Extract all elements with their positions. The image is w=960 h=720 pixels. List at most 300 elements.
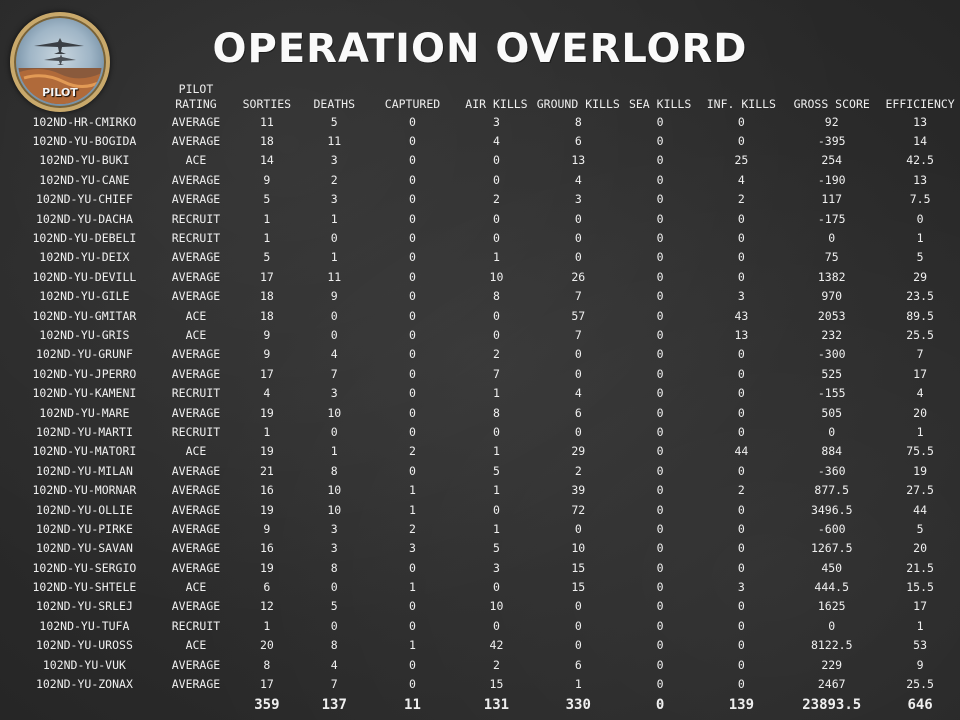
table-row <box>10 442 960 461</box>
sorties-cell: 9 <box>263 521 271 536</box>
pilot-rating-cell: AVERAGE <box>171 541 221 556</box>
ground-kills-cell: 10 <box>571 541 586 556</box>
captured-cell: 0 <box>409 308 416 323</box>
sorties-cell: 18 <box>259 289 274 304</box>
inf-kills-cell: 4 <box>737 172 745 187</box>
captured-cell: 0 <box>409 424 416 439</box>
total-gross-score-cell: 23893.5 <box>802 696 862 713</box>
air-kills-cell: 0 <box>492 153 500 168</box>
gross-score-cell: 1267.5 <box>810 541 853 556</box>
air-kills-cell: 3 <box>492 114 500 129</box>
sorties-cell: 18 <box>259 308 274 323</box>
column-header: SORTIES <box>242 97 292 111</box>
gross-score-cell: -395 <box>817 134 846 149</box>
deaths-cell: 7 <box>330 677 338 692</box>
pilot-name-cell: 102ND-YU-GRIS <box>39 327 130 342</box>
ground-kills-cell: 1 <box>574 677 582 692</box>
ground-kills-cell: 0 <box>574 347 582 362</box>
ground-kills-cell: 29 <box>571 444 586 459</box>
table-row <box>10 209 960 228</box>
deaths-cell: 10 <box>327 483 342 498</box>
column-header: GROSS SCORE <box>793 97 870 111</box>
pilot-rating-cell: AVERAGE <box>171 483 221 498</box>
pilot-name-cell: 102ND-YU-MARE <box>39 405 130 420</box>
ground-kills-cell: 13 <box>571 153 586 168</box>
deaths-cell: 11 <box>327 134 342 149</box>
sorties-cell: 6 <box>263 580 271 595</box>
inf-kills-cell: 0 <box>737 250 745 265</box>
table-header-row <box>10 74 960 112</box>
sea-kills-cell: 0 <box>656 114 664 129</box>
air-kills-cell: 7 <box>492 366 500 381</box>
gross-score-cell: -190 <box>817 172 846 187</box>
inf-kills-cell: 0 <box>737 657 745 672</box>
efficiency-cell: 17 <box>913 366 928 381</box>
sorties-cell: 9 <box>263 347 271 362</box>
inf-kills-cell: 0 <box>737 366 745 381</box>
table-row <box>10 287 960 306</box>
pilot-rating-cell: ACE <box>185 580 207 595</box>
page-title: OPERATION OVERLORD <box>212 26 748 72</box>
inf-kills-cell: 0 <box>737 541 745 556</box>
sea-kills-cell: 0 <box>656 366 664 381</box>
table-body <box>10 112 960 716</box>
total-pilot-name-cell <box>10 694 159 716</box>
pilot-rating-cell: AVERAGE <box>171 347 221 362</box>
sorties-cell: 19 <box>259 502 274 517</box>
column-header: SEA KILLS <box>628 97 692 111</box>
ground-kills-cell: 0 <box>574 638 582 653</box>
gross-score-cell: 2467 <box>817 677 846 692</box>
sorties-cell: 17 <box>259 269 274 284</box>
ground-kills-cell: 0 <box>574 366 582 381</box>
gross-score-cell: -300 <box>817 347 846 362</box>
sea-kills-cell: 0 <box>656 269 664 284</box>
gross-score-cell: 450 <box>821 560 843 575</box>
pilot-rating-cell: AVERAGE <box>171 250 221 265</box>
pilot-name-cell: 102ND-HR-CMIRKO <box>32 114 137 129</box>
efficiency-cell: 13 <box>913 172 928 187</box>
pilot-rating-cell: AVERAGE <box>171 599 221 614</box>
pilot-rating-cell: AVERAGE <box>171 463 221 478</box>
efficiency-cell: 20 <box>913 405 928 420</box>
sorties-cell: 5 <box>263 192 271 207</box>
gross-score-cell: 8122.5 <box>810 638 853 653</box>
deaths-cell: 2 <box>330 172 338 187</box>
sea-kills-cell: 0 <box>656 347 664 362</box>
pilot-rating-cell: AVERAGE <box>171 560 221 575</box>
sea-kills-cell: 0 <box>656 677 664 692</box>
pilot-name-cell: 102ND-YU-GMITAR <box>32 308 137 323</box>
table-row <box>10 597 960 616</box>
table-row <box>10 461 960 480</box>
sorties-cell: 18 <box>259 134 274 149</box>
sorties-cell: 11 <box>259 114 274 129</box>
gross-score-cell: 1382 <box>817 269 846 284</box>
captured-cell: 0 <box>409 172 416 187</box>
captured-cell: 0 <box>409 153 416 168</box>
ground-kills-cell: 6 <box>574 134 582 149</box>
captured-cell: 0 <box>409 386 416 401</box>
efficiency-cell: 0 <box>916 211 924 226</box>
table-row <box>10 170 960 189</box>
inf-kills-cell: 0 <box>737 677 745 692</box>
gross-score-cell: 525 <box>821 366 843 381</box>
table-row <box>10 500 960 519</box>
captured-cell: 3 <box>409 541 416 556</box>
inf-kills-cell: 0 <box>737 386 745 401</box>
pilot-rating-cell: AVERAGE <box>171 677 221 692</box>
efficiency-cell: 1 <box>916 424 924 439</box>
ground-kills-cell: 57 <box>571 308 586 323</box>
ground-kills-cell: 4 <box>574 386 582 401</box>
deaths-cell: 1 <box>330 444 338 459</box>
deaths-cell: 3 <box>330 153 338 168</box>
gross-score-cell: 877.5 <box>814 483 850 498</box>
gross-score-cell: 0 <box>828 618 836 633</box>
pilot-stats-table <box>10 74 960 716</box>
ground-kills-cell: 72 <box>571 502 586 517</box>
pilot-rating-cell: AVERAGE <box>171 192 221 207</box>
sorties-cell: 19 <box>259 444 274 459</box>
air-kills-cell: 1 <box>492 250 500 265</box>
table-row <box>10 151 960 170</box>
deaths-cell: 4 <box>330 657 338 672</box>
gross-score-cell: 92 <box>824 114 839 129</box>
pilot-name-cell: 102ND-YU-GILE <box>39 289 130 304</box>
sea-kills-cell: 0 <box>656 153 664 168</box>
badge-label: PILOT <box>42 86 78 99</box>
sorties-cell: 1 <box>263 618 271 633</box>
table-row <box>10 267 960 286</box>
deaths-cell: 8 <box>330 560 338 575</box>
total-inf-kills-cell: 139 <box>728 696 755 713</box>
pilot-name-cell: 102ND-YU-MORNAR <box>32 483 137 498</box>
air-kills-cell: 1 <box>492 521 500 536</box>
efficiency-cell: 29 <box>913 269 928 284</box>
pilot-rating-cell: ACE <box>185 444 207 459</box>
pilot-rating-cell: RECRUIT <box>171 231 221 246</box>
pilot-rating-cell: RECRUIT <box>171 618 221 633</box>
deaths-cell: 0 <box>330 327 338 342</box>
pilot-rating-cell: RECRUIT <box>171 424 221 439</box>
pilot-name-cell: 102ND-YU-UROSS <box>35 638 133 653</box>
deaths-cell: 0 <box>330 580 338 595</box>
inf-kills-cell: 0 <box>737 502 745 517</box>
air-kills-cell: 0 <box>492 502 500 517</box>
deaths-cell: 8 <box>330 463 338 478</box>
sea-kills-cell: 0 <box>656 250 664 265</box>
totals-row <box>10 694 960 716</box>
captured-cell: 0 <box>409 289 416 304</box>
sea-kills-cell: 0 <box>656 444 664 459</box>
table-row <box>10 519 960 538</box>
deaths-cell: 1 <box>330 250 338 265</box>
deaths-cell: 0 <box>330 424 338 439</box>
inf-kills-cell: 44 <box>734 444 749 459</box>
captured-cell: 0 <box>409 250 416 265</box>
ground-kills-cell: 0 <box>574 521 582 536</box>
air-kills-cell: 2 <box>492 347 500 362</box>
sea-kills-cell: 0 <box>656 657 664 672</box>
efficiency-cell: 5 <box>916 250 924 265</box>
deaths-cell: 7 <box>330 366 338 381</box>
gross-score-cell: -360 <box>817 463 846 478</box>
ground-kills-cell: 0 <box>574 231 582 246</box>
pilot-name-cell: 102ND-YU-PIRKE <box>35 521 133 536</box>
sorties-cell: 19 <box>259 405 274 420</box>
sea-kills-cell: 0 <box>656 483 664 498</box>
deaths-cell: 10 <box>327 405 342 420</box>
table-row <box>10 228 960 247</box>
captured-cell: 0 <box>409 231 416 246</box>
air-kills-cell: 0 <box>492 580 500 595</box>
sorties-cell: 19 <box>259 560 274 575</box>
table-row <box>10 131 960 150</box>
table-row <box>10 422 960 441</box>
inf-kills-cell: 25 <box>734 153 749 168</box>
captured-cell: 0 <box>409 657 416 672</box>
ground-kills-cell: 3 <box>574 192 582 207</box>
table-row <box>10 577 960 596</box>
efficiency-cell: 19 <box>913 463 928 478</box>
column-header: EFFICIENCY <box>885 97 955 111</box>
inf-kills-cell: 0 <box>737 618 745 633</box>
sea-kills-cell: 0 <box>656 172 664 187</box>
column-header: PILOT RATING <box>175 82 217 111</box>
pilot-rating-cell: AVERAGE <box>171 521 221 536</box>
sorties-cell: 20 <box>259 638 274 653</box>
gross-score-cell: 0 <box>828 424 836 439</box>
deaths-cell: 3 <box>330 521 338 536</box>
inf-kills-cell: 0 <box>737 599 745 614</box>
pilot-name-cell: 102ND-YU-DEBELI <box>32 231 137 246</box>
efficiency-cell: 23.5 <box>906 289 934 304</box>
ground-kills-cell: 0 <box>574 211 582 226</box>
efficiency-cell: 13 <box>913 114 928 129</box>
pilot-rating-cell: AVERAGE <box>171 114 221 129</box>
sorties-cell: 1 <box>263 231 271 246</box>
total-deaths-cell: 137 <box>321 696 347 713</box>
gross-score-cell: 117 <box>821 192 843 207</box>
inf-kills-cell: 13 <box>734 327 749 342</box>
table-row <box>10 306 960 325</box>
sorties-cell: 9 <box>263 327 271 342</box>
inf-kills-cell: 3 <box>737 580 745 595</box>
captured-cell: 0 <box>409 269 416 284</box>
efficiency-cell: 20 <box>913 541 928 556</box>
pilot-rating-cell: AVERAGE <box>171 172 221 187</box>
air-kills-cell: 3 <box>492 560 500 575</box>
pilot-rating-cell: AVERAGE <box>171 405 221 420</box>
sea-kills-cell: 0 <box>656 541 664 556</box>
captured-cell: 0 <box>409 599 416 614</box>
air-kills-cell: 0 <box>492 618 500 633</box>
efficiency-cell: 42.5 <box>906 153 934 168</box>
sea-kills-cell: 0 <box>656 424 664 439</box>
table-row <box>10 325 960 344</box>
column-header: DEATHS <box>313 97 356 111</box>
captured-cell: 0 <box>409 560 416 575</box>
sea-kills-cell: 0 <box>656 580 664 595</box>
pilot-name-cell: 102ND-YU-GRUNF <box>35 347 133 362</box>
sea-kills-cell: 0 <box>656 211 664 226</box>
pilot-name-cell: 102ND-YU-DACHA <box>35 211 133 226</box>
sea-kills-cell: 0 <box>656 502 664 517</box>
ground-kills-cell: 2 <box>574 463 582 478</box>
pilot-rating-cell: AVERAGE <box>171 502 221 517</box>
deaths-cell: 0 <box>330 618 338 633</box>
sorties-cell: 9 <box>263 172 271 187</box>
sorties-cell: 4 <box>263 386 271 401</box>
air-kills-cell: 5 <box>492 541 500 556</box>
pilot-rating-cell: ACE <box>185 638 207 653</box>
total-sea-kills-cell: 0 <box>655 696 665 713</box>
air-kills-cell: 8 <box>492 405 500 420</box>
deaths-cell: 10 <box>327 502 342 517</box>
inf-kills-cell: 2 <box>737 192 745 207</box>
air-kills-cell: 10 <box>489 269 504 284</box>
gross-score-cell: 229 <box>821 657 843 672</box>
captured-cell: 1 <box>409 483 416 498</box>
total-efficiency-cell: 646 <box>907 696 933 713</box>
sea-kills-cell: 0 <box>656 327 664 342</box>
pilot-rating-cell: AVERAGE <box>171 289 221 304</box>
pilot-name-cell: 102ND-YU-TUFA <box>39 618 130 633</box>
efficiency-cell: 4 <box>916 386 924 401</box>
air-kills-cell: 0 <box>492 211 500 226</box>
inf-kills-cell: 0 <box>737 521 745 536</box>
ground-kills-cell: 15 <box>571 580 586 595</box>
captured-cell: 0 <box>409 211 416 226</box>
table-row <box>10 403 960 422</box>
pilot-name-cell: 102ND-YU-DEVILL <box>32 269 137 284</box>
deaths-cell: 1 <box>330 211 338 226</box>
sea-kills-cell: 0 <box>656 463 664 478</box>
pilot-name-cell: 102ND-YU-VUK <box>42 657 126 672</box>
captured-cell: 0 <box>409 347 416 362</box>
gross-score-cell: -155 <box>817 386 846 401</box>
efficiency-cell: 9 <box>916 657 924 672</box>
ground-kills-cell: 0 <box>574 250 582 265</box>
inf-kills-cell: 43 <box>734 308 749 323</box>
efficiency-cell: 5 <box>916 521 924 536</box>
table-row <box>10 674 960 693</box>
efficiency-cell: 14 <box>913 134 928 149</box>
inf-kills-cell: 0 <box>737 231 745 246</box>
captured-cell: 0 <box>409 463 416 478</box>
deaths-cell: 11 <box>327 269 342 284</box>
total-ground-kills-cell: 330 <box>565 696 591 713</box>
pilot-name-cell: 102ND-YU-SHTELE <box>32 580 137 595</box>
deaths-cell: 3 <box>330 541 338 556</box>
inf-kills-cell: 0 <box>737 134 745 149</box>
pilot-rating-cell: RECRUIT <box>171 386 221 401</box>
pilot-name-cell: 102ND-YU-MILAN <box>35 463 133 478</box>
pilot-name-cell: 102ND-YU-CANE <box>39 172 130 187</box>
sea-kills-cell: 0 <box>656 231 664 246</box>
table-row <box>10 190 960 209</box>
pilot-name-cell: 102ND-YU-BUKI <box>39 153 130 168</box>
air-kills-cell: 1 <box>492 483 500 498</box>
column-header: GROUND KILLS <box>536 97 620 111</box>
efficiency-cell: 27.5 <box>906 483 934 498</box>
air-kills-cell: 4 <box>492 134 500 149</box>
ground-kills-cell: 0 <box>574 599 582 614</box>
sea-kills-cell: 0 <box>656 521 664 536</box>
sea-kills-cell: 0 <box>656 134 664 149</box>
air-kills-cell: 8 <box>492 289 500 304</box>
sorties-cell: 8 <box>263 657 271 672</box>
captured-cell: 2 <box>409 521 416 536</box>
table-row <box>10 248 960 267</box>
pilot-name-cell: 102ND-YU-DEIX <box>39 250 130 265</box>
deaths-cell: 5 <box>330 599 338 614</box>
total-pilot-rating-cell <box>159 694 233 716</box>
gross-score-cell: 1625 <box>817 599 846 614</box>
total-sorties-cell: 359 <box>254 696 280 713</box>
inf-kills-cell: 2 <box>737 483 745 498</box>
captured-cell: 1 <box>409 580 416 595</box>
sea-kills-cell: 0 <box>656 560 664 575</box>
gross-score-cell: -175 <box>817 211 846 226</box>
ground-kills-cell: 0 <box>574 424 582 439</box>
captured-cell: 0 <box>409 134 416 149</box>
column-header: AIR KILLS <box>465 97 528 111</box>
sorties-cell: 17 <box>259 677 274 692</box>
pilot-name-cell: 102ND-YU-KAMENI <box>32 386 137 401</box>
deaths-cell: 3 <box>330 386 338 401</box>
captured-cell: 0 <box>409 677 416 692</box>
table-row <box>10 345 960 364</box>
inf-kills-cell: 0 <box>737 405 745 420</box>
pilot-name-cell: 102ND-YU-OLLIE <box>35 502 133 517</box>
sea-kills-cell: 0 <box>656 638 664 653</box>
inf-kills-cell: 0 <box>737 424 745 439</box>
inf-kills-cell: 0 <box>737 560 745 575</box>
sorties-cell: 17 <box>259 366 274 381</box>
ground-kills-cell: 7 <box>574 327 582 342</box>
sea-kills-cell: 0 <box>656 618 664 633</box>
efficiency-cell: 53 <box>913 638 928 653</box>
pilot-rating-cell: ACE <box>185 327 207 342</box>
table-row <box>10 383 960 402</box>
deaths-cell: 8 <box>330 638 338 653</box>
captured-cell: 2 <box>409 444 416 459</box>
total-air-kills-cell: 131 <box>483 696 510 713</box>
deaths-cell: 9 <box>330 289 338 304</box>
ground-kills-cell: 4 <box>574 172 582 187</box>
column-header <box>10 74 159 112</box>
air-kills-cell: 15 <box>489 677 504 692</box>
deaths-cell: 3 <box>330 192 338 207</box>
gross-score-cell: 444.5 <box>814 580 850 595</box>
ground-kills-cell: 7 <box>574 289 582 304</box>
air-kills-cell: 5 <box>492 463 500 478</box>
deaths-cell: 0 <box>330 231 338 246</box>
deaths-cell: 0 <box>330 308 338 323</box>
pilot-rating-cell: AVERAGE <box>171 366 221 381</box>
efficiency-cell: 7 <box>916 347 924 362</box>
gross-score-cell: 3496.5 <box>810 502 853 517</box>
pilot-rating-cell: ACE <box>185 308 207 323</box>
inf-kills-cell: 0 <box>737 463 745 478</box>
column-header: INF. KILLS <box>706 97 776 111</box>
efficiency-cell: 1 <box>916 231 924 246</box>
inf-kills-cell: 0 <box>737 269 745 284</box>
deaths-cell: 4 <box>330 347 338 362</box>
air-kills-cell: 10 <box>489 599 504 614</box>
